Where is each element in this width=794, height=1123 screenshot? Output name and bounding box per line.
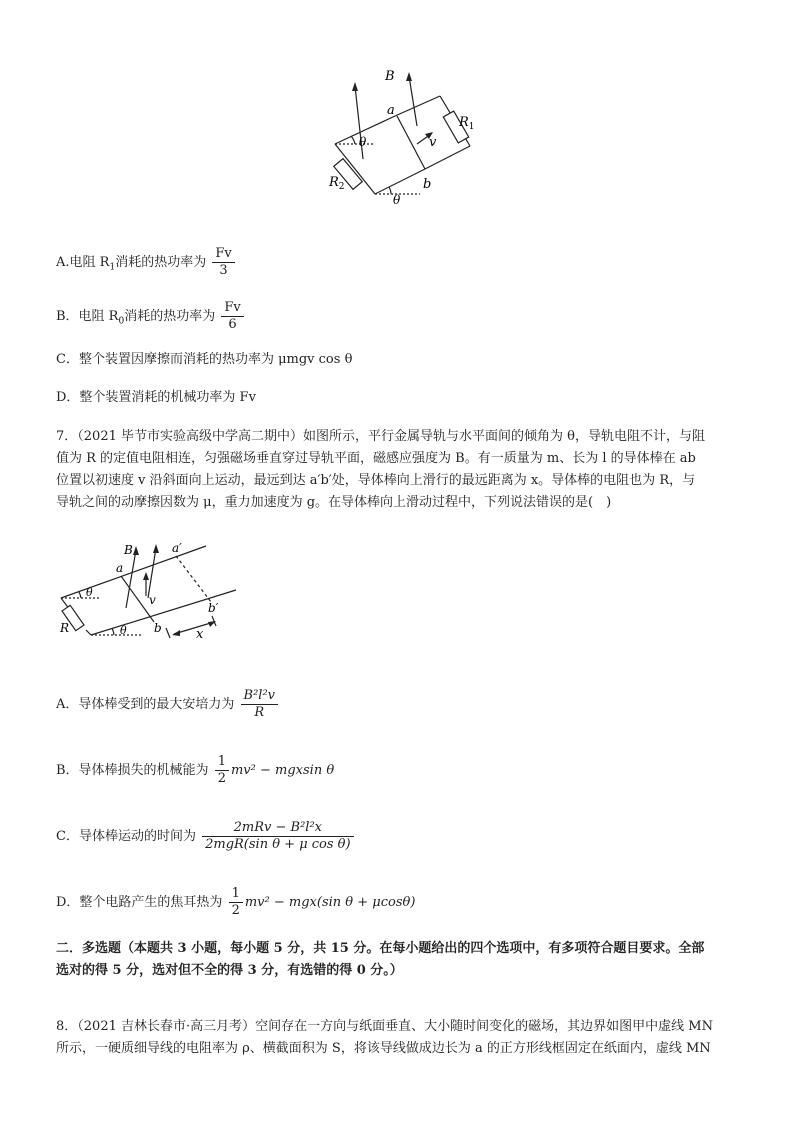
label-R2: $R_2$ [329, 175, 345, 192]
q7-c-fraction: $\frac{\text{2mRv − B²l²x}}{\text{2mgR(sin θ + μ cos θ)}}$ [202, 820, 354, 853]
q7-option-a: A．导体棒受到的最大安培力为 $\frac{\text{B²l²v}}{R}$ [56, 688, 280, 721]
fig2-label-a: a [116, 561, 124, 575]
q7-option-c: C．导体棒运动的时间为 $\frac{\text{2mRv − B²l²x}}{\text{2mgR(sin θ + μ cos θ)}}$ [56, 820, 356, 853]
q6-option-b: B．电阻 $R_0$消耗的热功率为 $\frac{Fv}{6}$ [56, 300, 246, 333]
label-v: v [429, 135, 437, 150]
q6-option-d: D．整个装置消耗的机械功率为 Fv [56, 390, 256, 405]
q7-a-fraction: $\frac{\text{B²l²v}}{R}$ [241, 688, 278, 721]
label-B: B [385, 69, 395, 84]
q6-option-c: C．整个装置因摩擦而消耗的热功率为 μmgv cos θ [56, 352, 353, 367]
label-theta-top: θ [359, 135, 367, 149]
fig2-label-b-prime: b′ [208, 601, 219, 615]
fig2-label-theta-top: θ [86, 586, 93, 599]
q8-stem: 8．（2021 吉林长春市·高三月考）空间存在一方向与纸面垂直、大小随时间变化的磁场，其边界如图甲中虚线 MN 所示，一硬质细导线的电阻率为 ρ、横截面积为 S，将该导线做成边长为 a 的正方形线框固定在纸面内，虚线 MN [56, 1019, 713, 1056]
q6-b-fraction: $\frac{Fv}{6}$ [221, 300, 243, 333]
label-R1: $R_1$ [459, 115, 475, 132]
label-a: a [387, 103, 395, 118]
q7-d-fraction: $\frac{1}{2}$ [229, 886, 243, 919]
q7-stem: 7．（2021 毕节市实验高级中学高二期中）如图所示，平行金属导轨与水平面间的倾角为 θ，导轨电阻不计，与阻 值为 R 的定值电阻相连，匀强磁场垂直穿过导轨平面，磁感应强度为 B。有一质量为 m、长为 l 的导体棒在 ab 位置以初速度 v 沿斜面向上运动，最远到达 a′b′处，导体棒向上滑行的最远距离为 x。导体棒的电阻也为 R，与 导轨之间的动摩擦因数为 μ，重力加速度为 g。在导体棒向上滑动过程中，下列说法错误的是( ) [56, 429, 705, 510]
fig2-label-R: R [60, 621, 70, 635]
label-theta-bottom: θ [393, 193, 401, 207]
q7-option-b: B．导体棒损失的机械能为 $\frac{1}{2}$ mv² − mgxsin θ [56, 754, 335, 786]
label-b: b [423, 177, 432, 192]
fig2-label-v: v [149, 593, 156, 607]
fig2-label-b: b [154, 621, 162, 635]
inclined-rails-figure [56, 538, 246, 648]
q6-a-fraction: $\frac{Fv}{3}$ [212, 246, 234, 279]
fig2-label-theta-bottom: θ [120, 624, 127, 637]
q6-option-a: A.电阻 $R_1$消耗的热功率为 $\frac{Fv}{3}$ [56, 246, 237, 279]
q7-b-fraction: $\frac{1}{2}$ [215, 754, 229, 787]
q7-option-d: D．整个电路产生的焦耳热为 $\frac{1}{2}$ mv² − mgx(sin θ + μcosθ) [56, 886, 416, 918]
section-2-heading: 二．多选题（本题共 3 小题，每小题 5 分，共 15 分。在每小题给出的四个选项中，有多项符合题目要求。全部 选对的得 5 分，选对但不全的得 3 分，有选错的得 0 分。） [56, 941, 705, 978]
fig2-label-a-prime: a′ [172, 541, 182, 555]
fig2-label-x: x [196, 627, 204, 642]
fig2-label-B: B [124, 543, 133, 557]
circuit-figure-1 [325, 64, 485, 214]
